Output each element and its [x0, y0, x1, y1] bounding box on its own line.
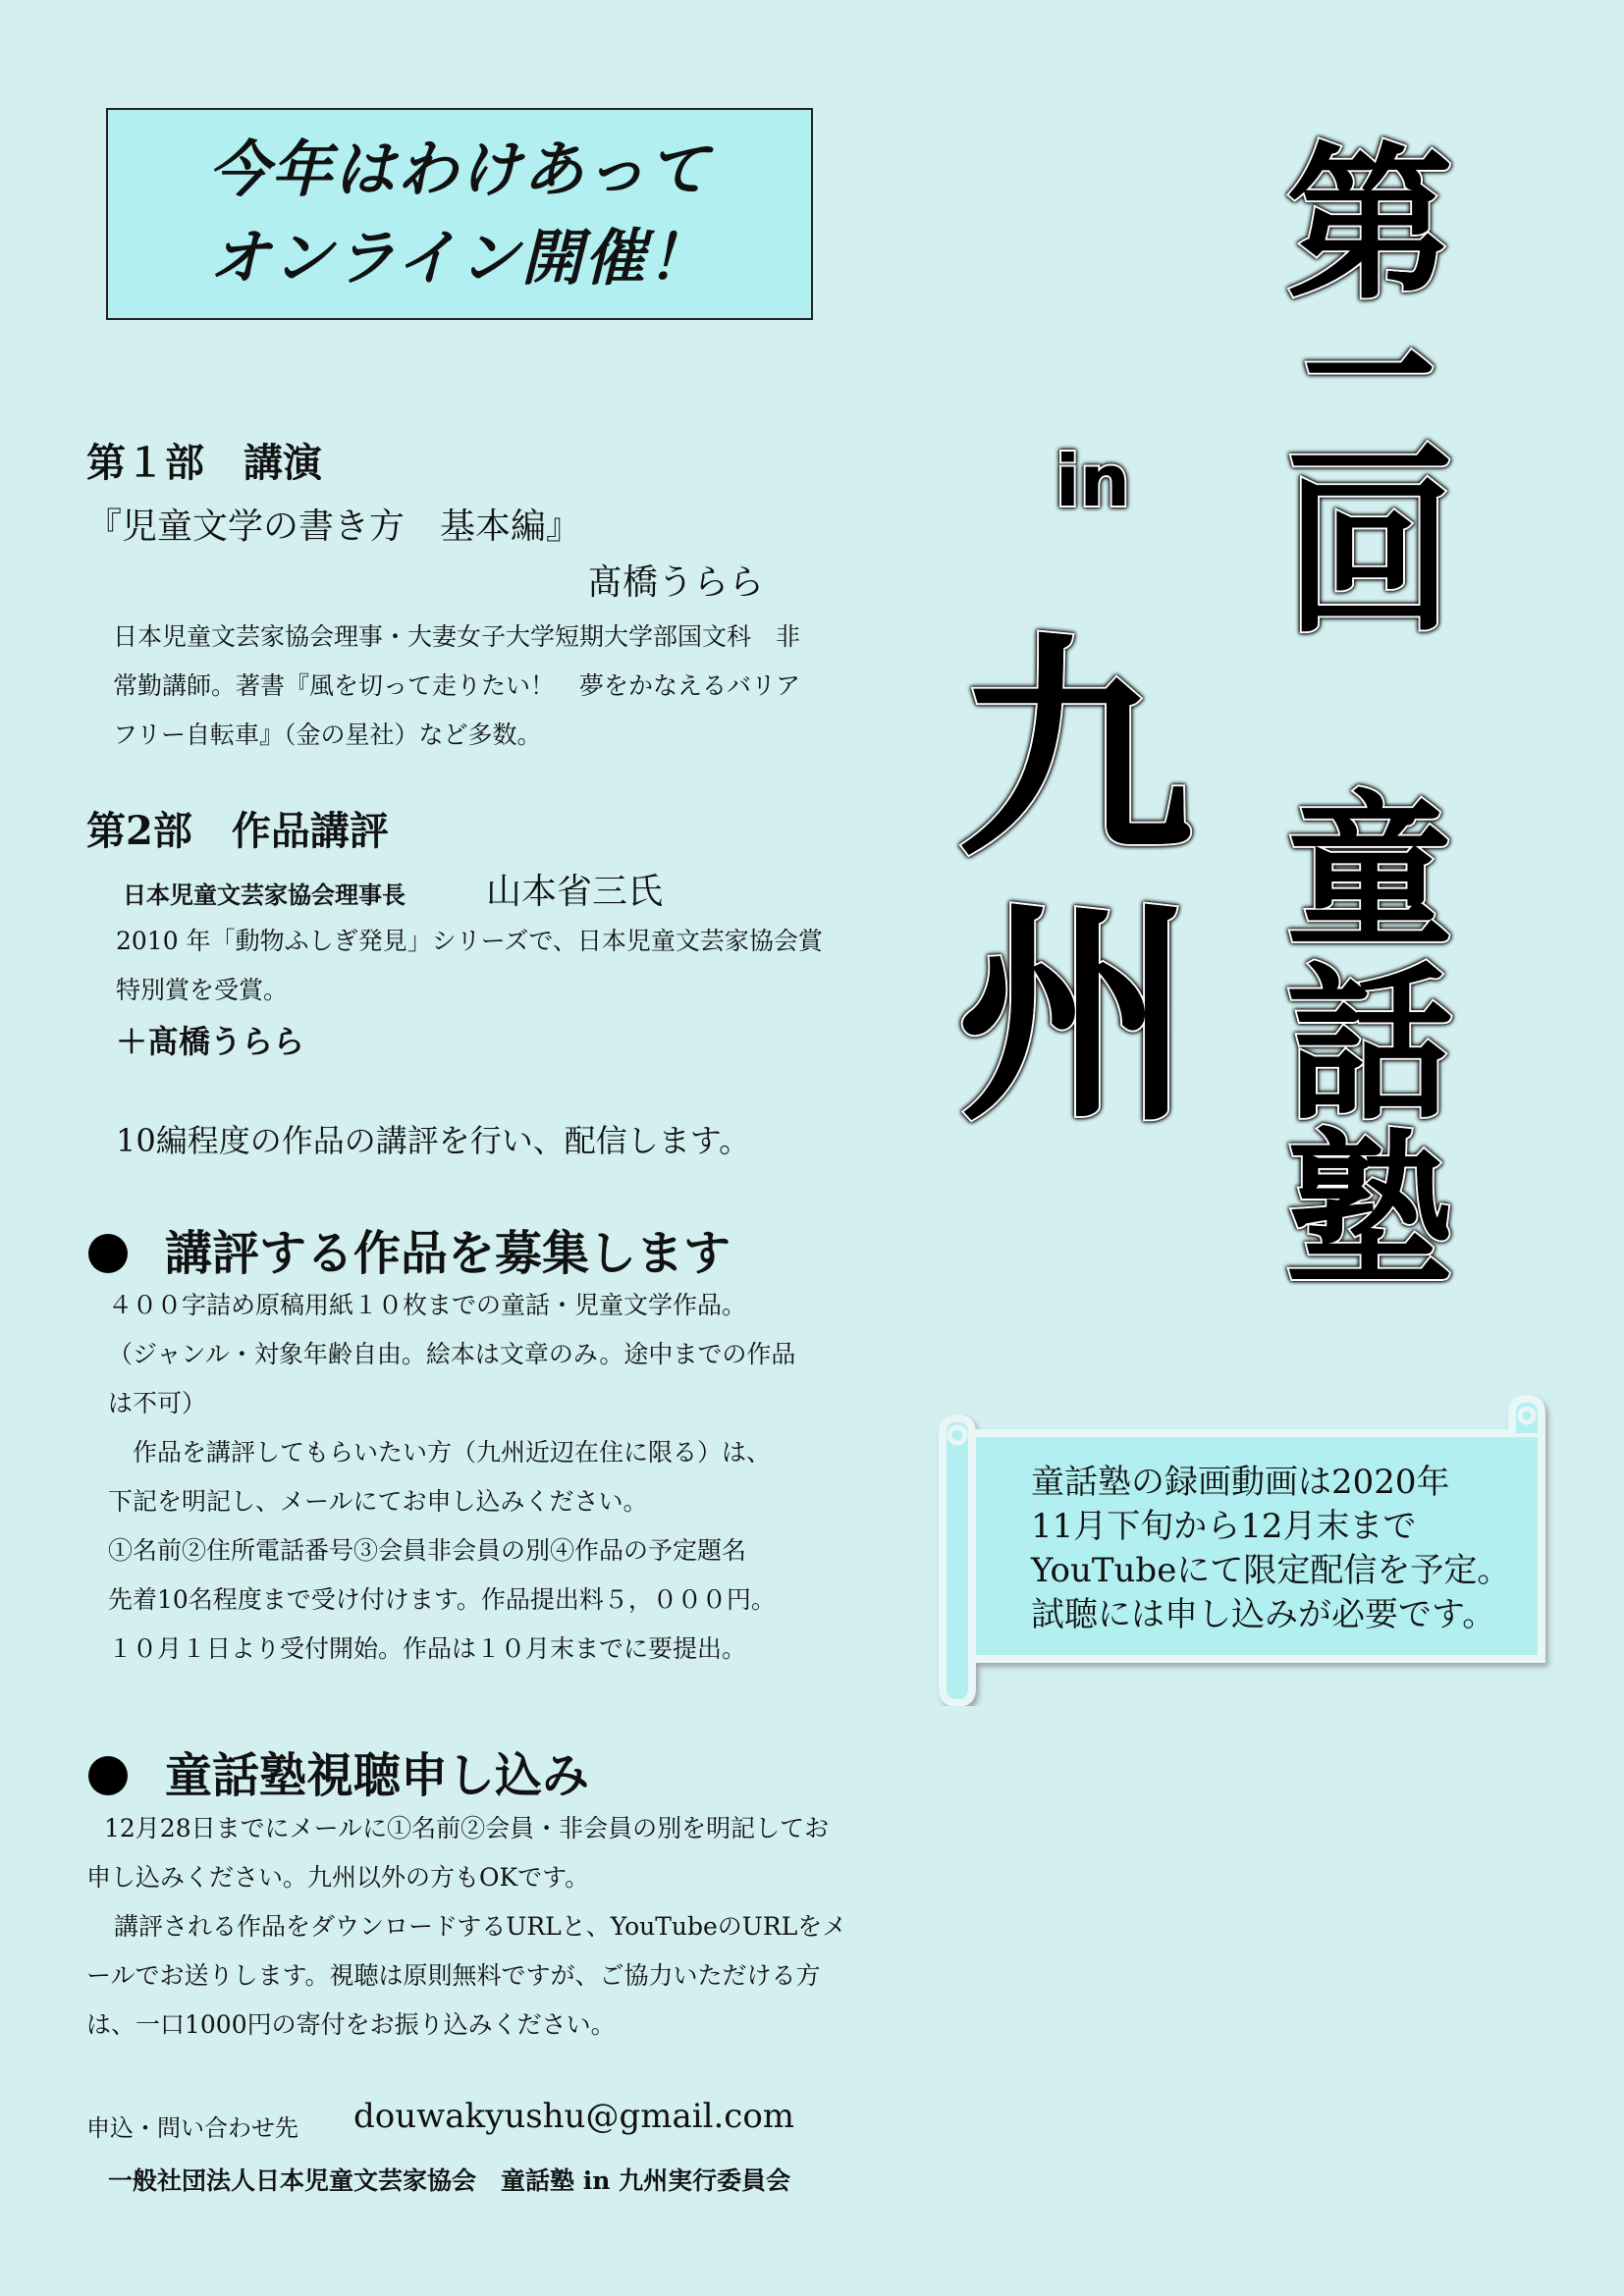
recruit-line: 作品を講評してもらいたい方（九州近辺在住に限る）は、	[108, 1438, 772, 1467]
bullet-icon	[88, 1756, 128, 1795]
title-char-juku: 塾	[1286, 1115, 1454, 1309]
part2-bio	[116, 917, 892, 1015]
view-line: 申し込みください。九州以外の方もOKです。	[86, 1863, 590, 1892]
view-line: は、一口1000円の寄付をお振り込みください。	[86, 2010, 616, 2039]
recruit-line: ①名前②住所電話番号③会員非会員の別④作品の予定題名	[108, 1536, 747, 1565]
title-char-shu: 州	[957, 879, 1194, 1153]
part1-bio	[113, 613, 889, 760]
title-in: in	[1056, 440, 1130, 522]
part1-speaker: 髙橋うらら	[587, 562, 765, 603]
recruit-heading-text: 講評する作品を募集します	[165, 1226, 731, 1281]
contact-org: 一般社団法人日本児童文芸家協会 童話塾 in 九州実行委員会	[108, 2166, 791, 2195]
part2-bio-line: 2010 年「動物ふしぎ発見」シリーズで、日本児童文芸家協会賞	[116, 927, 823, 955]
view-line: 講評される作品をダウンロードするURLと、YouTubeのURLをメ	[114, 1912, 847, 1941]
view-line: 12月28日までにメールに①名前②会員・非会員の別を明記してお	[104, 1814, 830, 1842]
contact-email[interactable]: douwakyushu@gmail.com	[353, 2097, 795, 2136]
recruit-line: （ジャンル・対象年齢自由。絵本は文章のみ。途中までの作品	[108, 1340, 796, 1368]
part2-role: 日本児童文芸家協会理事長	[123, 881, 406, 909]
title-char-dou: 童	[1286, 776, 1454, 971]
part1-bio-line: 日本児童文芸家協会理事・大妻女子大学短期大学部国文科 非	[113, 622, 801, 651]
view-heading	[88, 1737, 589, 1805]
part2-name: 山本省三氏	[486, 872, 664, 912]
part2-plus: ＋髙橋うらら	[116, 1023, 305, 1060]
part1-bio-line: 常勤講師。著書『風を切って走りたい！ 夢をかなえるバリア	[113, 671, 801, 700]
part1-heading: 第１部 講演	[86, 440, 322, 486]
contact-label: 申込・問い合わせ先	[86, 2114, 298, 2142]
banner-line-2: オンライン開催！	[208, 222, 711, 294]
scroll-note	[1031, 1461, 1510, 1637]
view-heading-text: 童話塾視聴申し込み	[165, 1748, 590, 1803]
recruit-body	[108, 1281, 893, 1674]
recruit-line: 下記を明記し、メールにてお申し込みください。	[108, 1487, 648, 1516]
part2-bio-line: 特別賞を受賞。	[116, 976, 289, 1004]
scroll-note-line: 試聴には申し込みが必要です。	[1031, 1595, 1496, 1634]
part2-note: 10編程度の作品の講評を行い、配信します。	[116, 1122, 751, 1159]
recruit-line: は不可）	[108, 1389, 207, 1417]
title-char-dai: 第	[1286, 129, 1454, 323]
scroll-note-line: 11月下旬から12月末まで	[1031, 1507, 1417, 1546]
banner-line-1: 今年はわけあって	[208, 133, 711, 205]
recruit-line: １０月１日より受付開始。作品は１０月末までに要提出。	[108, 1634, 747, 1663]
title-char-kyu: 九	[957, 614, 1194, 888]
view-line: ールでお送りします。視聴は原則無料ですが、ご協力いただける方	[86, 1961, 821, 1990]
scroll-note-line: 童話塾の録画動画は2020年	[1031, 1463, 1450, 1502]
bullet-icon	[88, 1234, 128, 1273]
title-char-ni: 二	[1286, 320, 1454, 514]
online-banner	[106, 108, 813, 320]
view-body	[86, 1804, 892, 2050]
recruit-line: ４００字詰め原稿用紙１０枚までの童話・児童文学作品。	[108, 1291, 747, 1319]
title-char-kai: 回	[1286, 462, 1454, 657]
title-char-wa: 話	[1286, 948, 1454, 1143]
recruit-heading	[88, 1215, 731, 1283]
recruit-line: 先着10名程度まで受け付けます。作品提出料５，０００円。	[108, 1585, 776, 1614]
scroll-note-line: YouTubeにて限定配信を予定。	[1031, 1551, 1511, 1590]
part1-bio-line: フリー自転車』（金の星社）など多数。	[113, 721, 542, 749]
part1-subtitle: 『児童文学の書き方 基本編』	[86, 507, 582, 547]
part2-heading: 第2部 作品講評	[86, 808, 389, 854]
